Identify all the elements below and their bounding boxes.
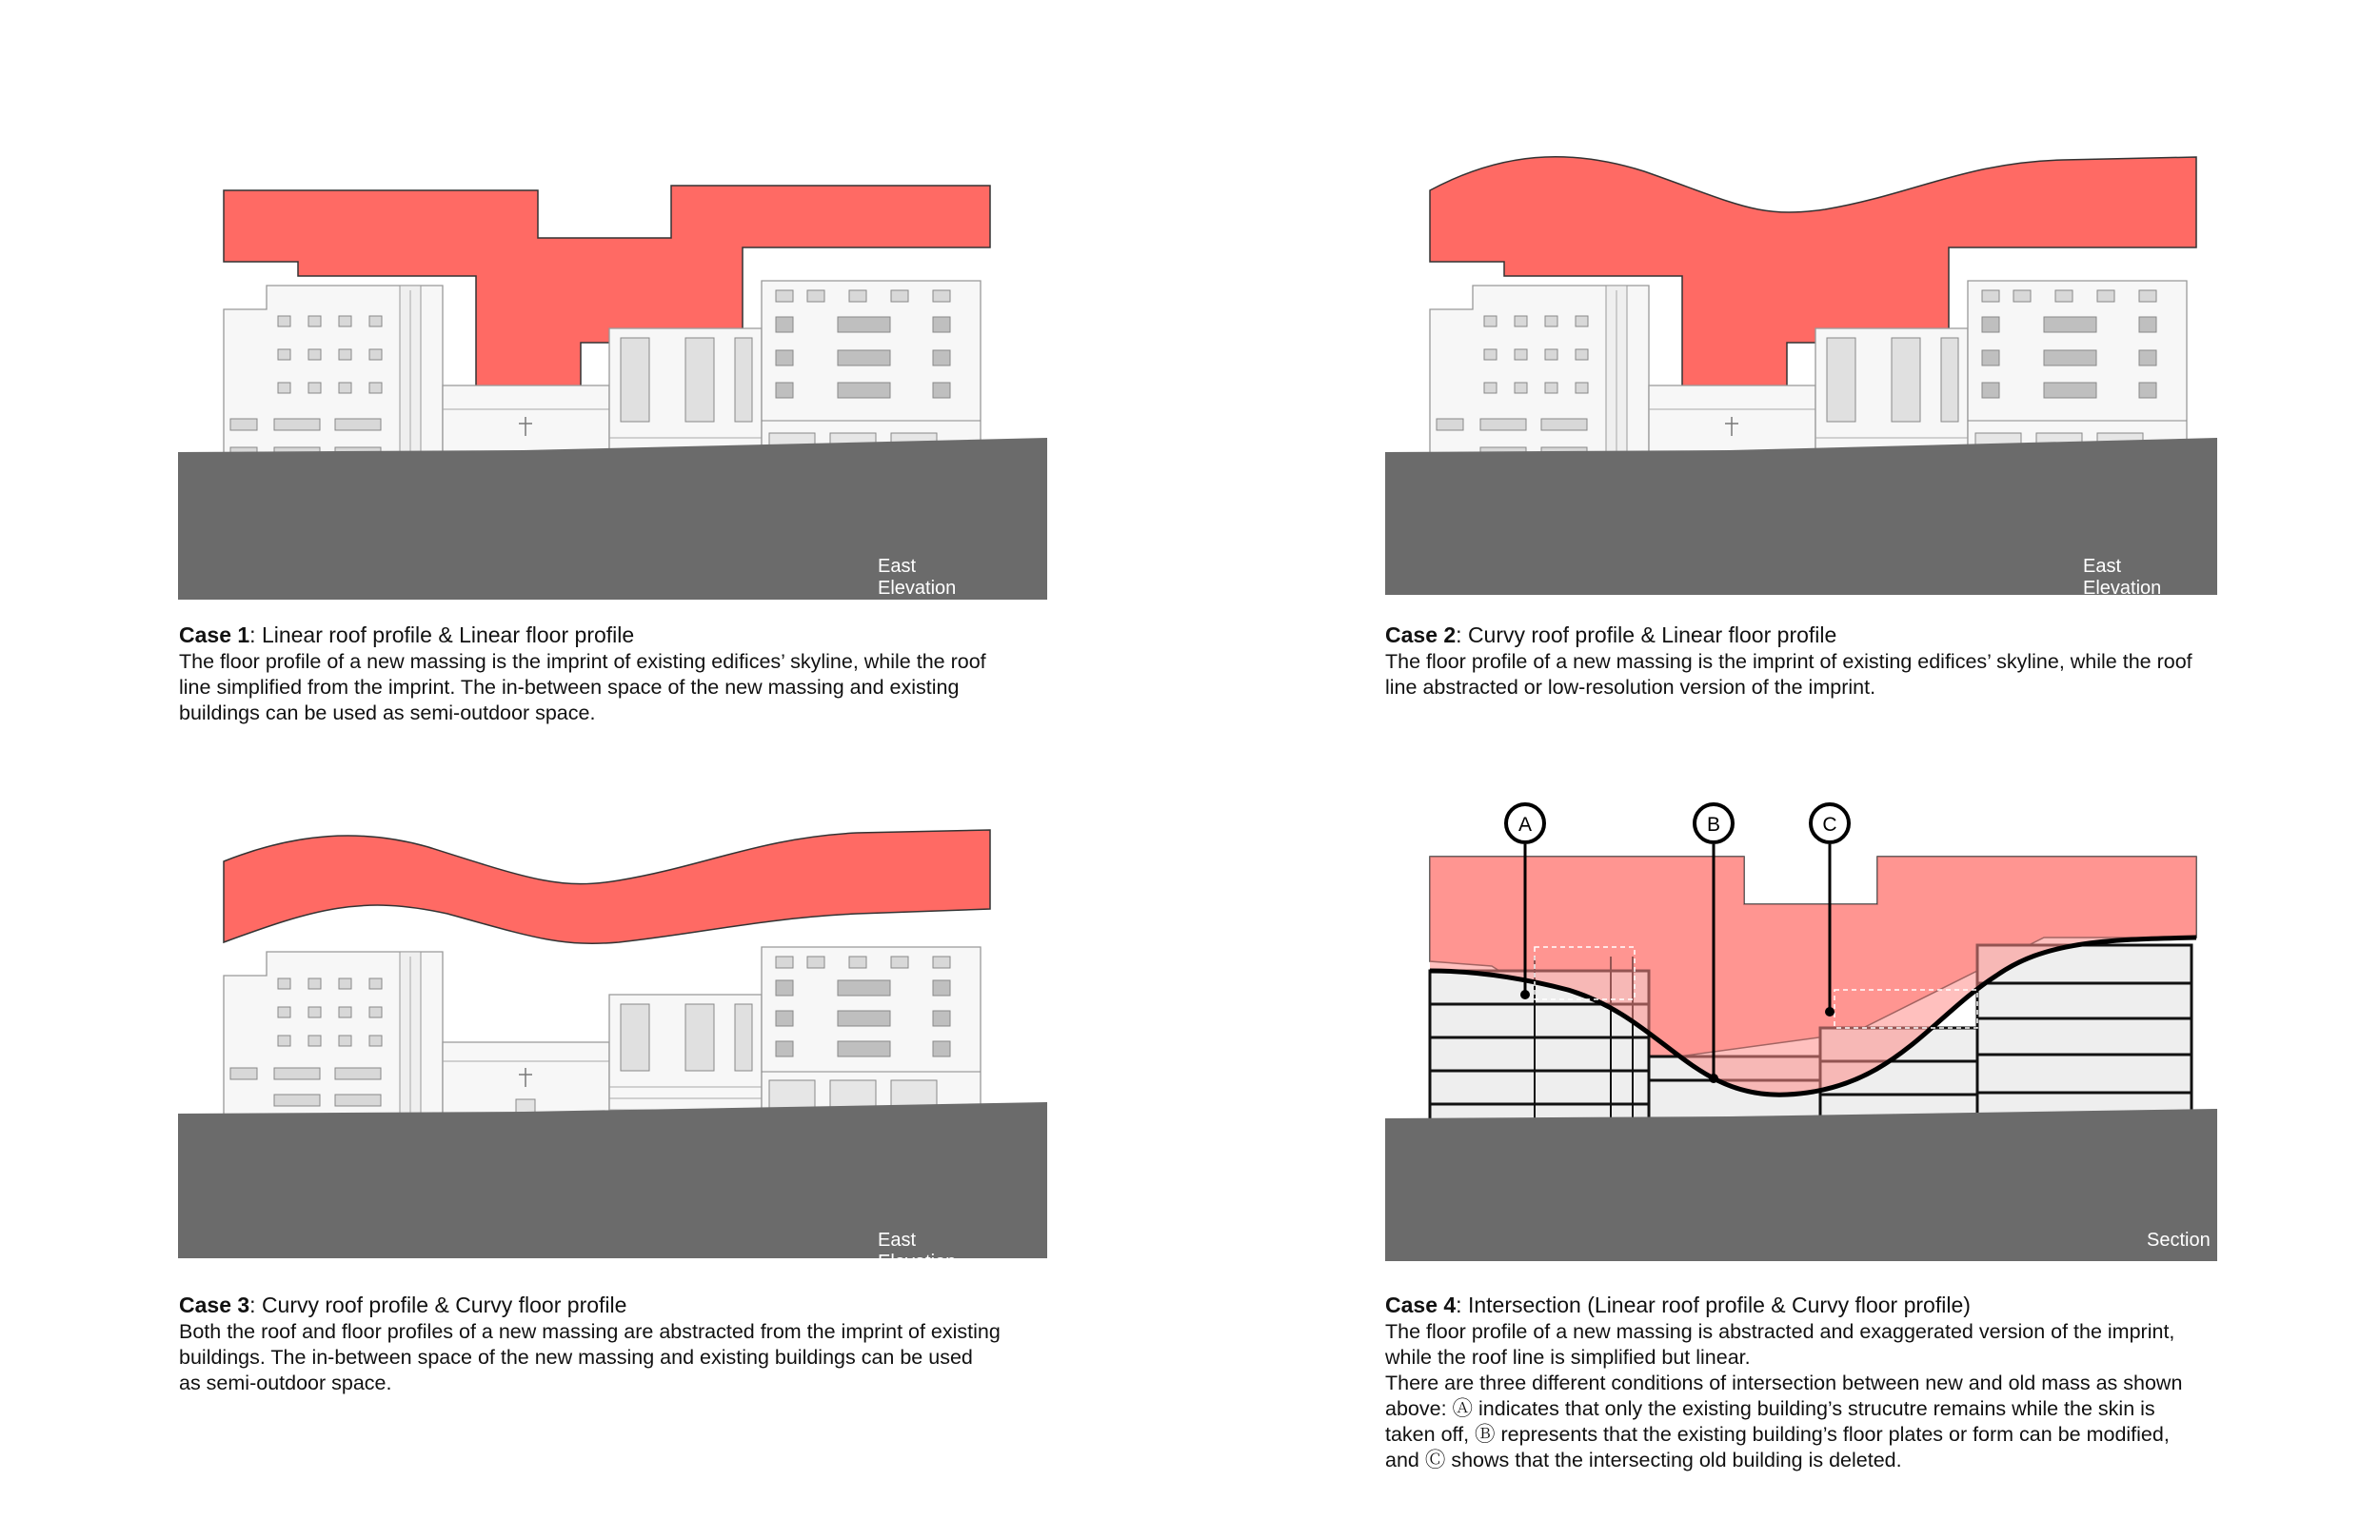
case-3-diagram	[171, 819, 1047, 1271]
case-4-desc-line-3: There are three different conditions of intersection between new and old mass as shown	[1385, 1372, 2183, 1394]
new-massing-curvy-roof-and-floor	[224, 830, 990, 943]
case-3-ground-label: East Elevation	[878, 1230, 957, 1273]
svg-text:B: B	[1706, 814, 1721, 836]
case-4-label: Case 4	[1385, 1293, 1457, 1317]
case-1-desc-line-1: The floor profile of a new massing is the imprint of existing edifices’ skyline, while the roof	[179, 650, 986, 673]
case-4-desc-line-5: taken off, Ⓑ represents that the existing building’s floor plates or form can be modified,	[1385, 1423, 2170, 1446]
case-3-title	[179, 1291, 1064, 1319]
marker-a	[1506, 804, 1544, 842]
case-3-label: Case 3	[179, 1293, 250, 1317]
case-2-title-text: : Curvy roof profile & Linear floor profile	[1456, 622, 1837, 647]
svg-text:C: C	[1822, 814, 1837, 836]
ground-slab	[1385, 1109, 2217, 1261]
case-4-title-text: : Intersection (Linear roof profile & Curvy floor profile)	[1456, 1293, 1971, 1317]
marker-c	[1811, 804, 1849, 842]
case-4-ground-label: Section	[2147, 1230, 2211, 1251]
marker-b	[1695, 804, 1733, 842]
case-1-desc-line-2: line simplified from the imprint. The in-between space of the new massing and existing	[179, 676, 960, 699]
case-1-title-text: : Linear roof profile & Linear floor profile	[249, 622, 635, 647]
case-1-diagram	[171, 171, 1047, 600]
case-1-ground-label: East Elevation	[878, 556, 957, 599]
case-2-title	[1385, 621, 2271, 649]
case-2-desc-line-1: The floor profile of a new massing is the imprint of existing edifices’ skyline, while the roof	[1385, 650, 2192, 673]
case-2-label: Case 2	[1385, 622, 1457, 647]
case-4-diagram	[1378, 776, 2253, 1271]
case-2-caption	[1385, 621, 2271, 701]
case-4-desc-line-4: above: Ⓐ indicates that only the existing building’s strucutre remains while the skin is	[1385, 1397, 2155, 1420]
case-3-desc-line-1: Both the roof and floor profiles of a new massing are abstracted from the imprint of existing	[179, 1320, 1001, 1343]
case-2-desc-line-2: line abstracted or low-resolution version of the imprint.	[1385, 676, 1876, 699]
case-2-ground-label: East Elevation	[2083, 556, 2162, 599]
case-3-caption	[179, 1291, 1064, 1396]
case-1-title	[179, 621, 1064, 649]
case-3-desc-line-3: as semi-outdoor space.	[179, 1372, 392, 1394]
case-2-diagram	[1378, 143, 2253, 600]
case-4-desc-line-1: The floor profile of a new massing is abstracted and exaggerated version of the imprint,	[1385, 1320, 2175, 1343]
case-4-desc-line-2: while the roof line is simplified but linear.	[1385, 1346, 1751, 1369]
case-3-title-text: : Curvy roof profile & Curvy floor profile	[249, 1293, 627, 1317]
case-4-title	[1385, 1291, 2271, 1319]
case-1-desc-line-3: buildings can be used as semi-outdoor space.	[179, 701, 596, 724]
case-4-caption	[1385, 1291, 2271, 1473]
existing-buildings-elevation	[224, 947, 981, 1128]
case-4-desc-line-6: and Ⓒ shows that the intersecting old building is deleted.	[1385, 1449, 1902, 1471]
svg-text:A: A	[1517, 814, 1533, 836]
case-1-caption	[179, 621, 1064, 726]
case-1-label: Case 1	[179, 622, 250, 647]
case-3-desc-line-2: buildings. The in-between space of the new massing and existing buildings can be used	[179, 1346, 973, 1369]
